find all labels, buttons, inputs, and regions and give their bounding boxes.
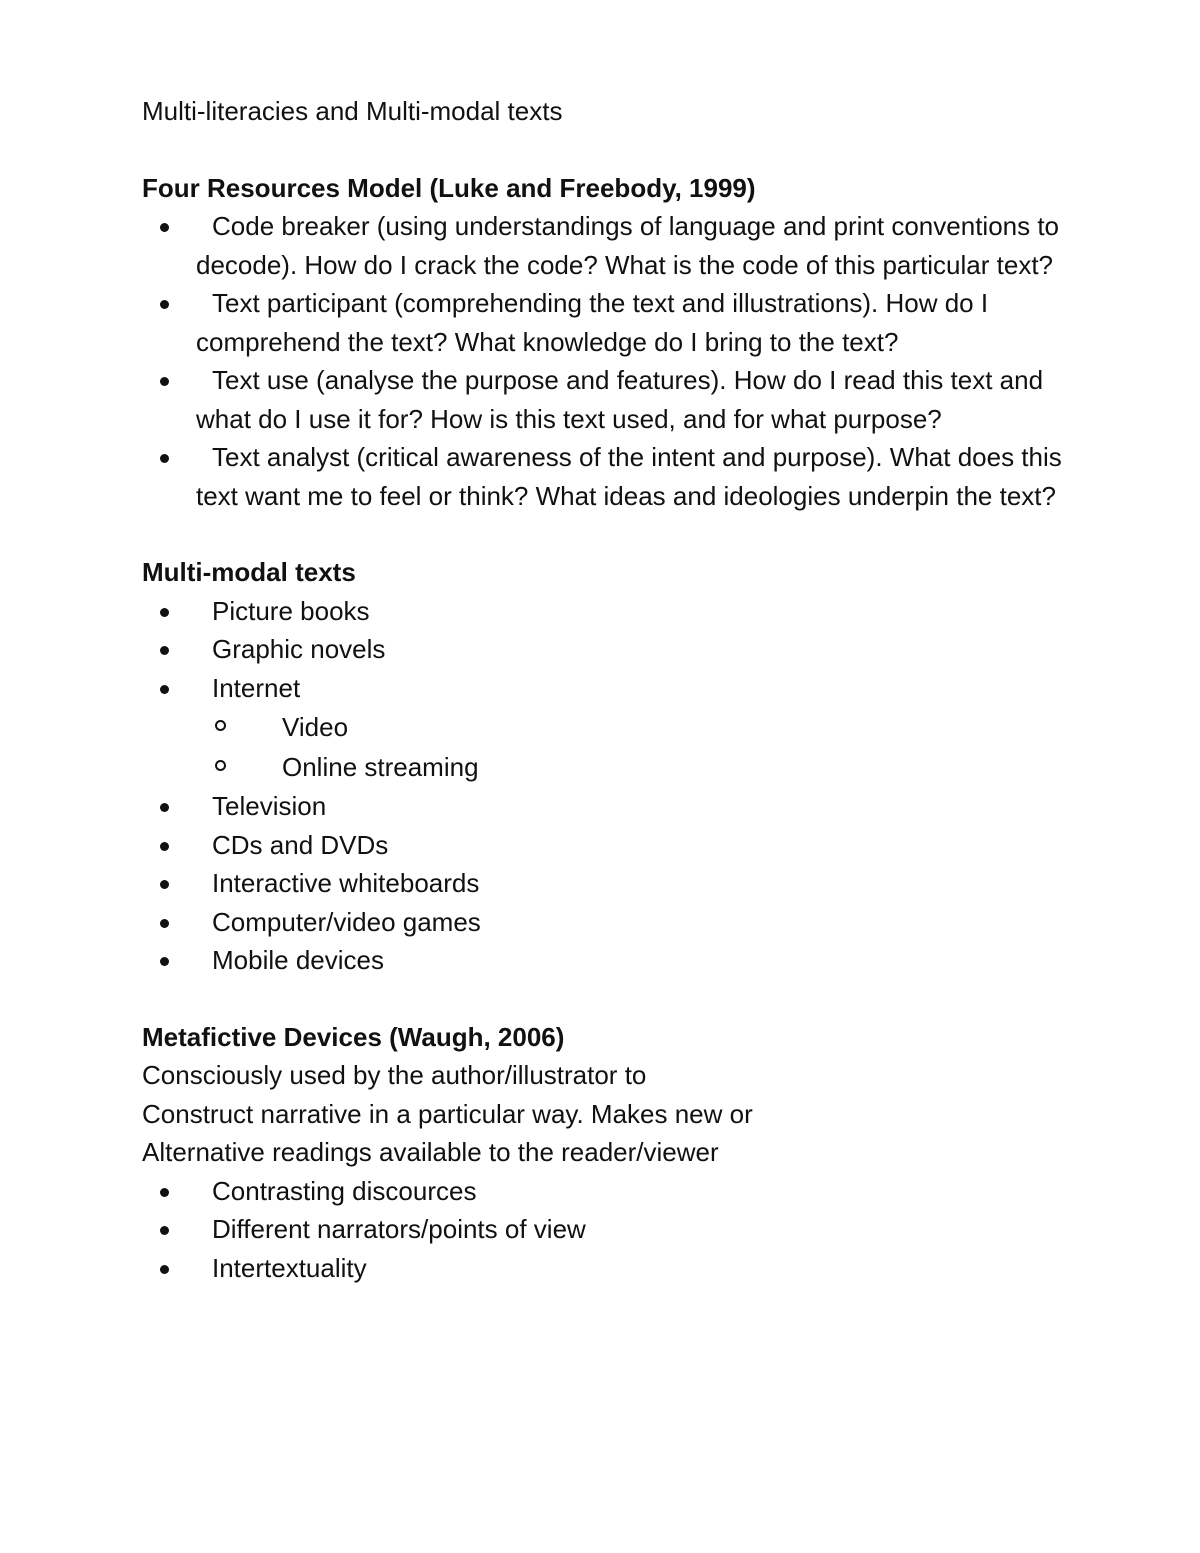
list-item <box>142 787 1102 826</box>
sub-list-item <box>212 707 1102 747</box>
list-item <box>142 1210 1102 1249</box>
four-resources-heading: Four Resources Model (Luke and Freebody, 1999) <box>142 172 756 203</box>
list-item-text: Text participant (comprehending the text and illustrations). How do I comprehend the text? What knowledge do I bring to the text? <box>196 288 989 357</box>
bullet-icon <box>160 803 169 812</box>
bullet-icon <box>160 842 169 851</box>
list-item <box>142 903 1102 942</box>
list-item <box>142 941 1102 980</box>
hollow-circle-bullet-icon <box>215 760 226 771</box>
list-item <box>142 1249 1102 1288</box>
bullet-icon <box>160 685 169 694</box>
list-item-text: Code breaker (using understandings of language and print conventions to decode). How do I crack the code? What is the code of this particular text? <box>196 211 1060 280</box>
list-item <box>142 361 1102 438</box>
bullet-icon <box>160 957 169 966</box>
document-body <box>142 92 1102 1325</box>
document-title: Multi-literacies and Multi-modal texts <box>142 96 563 126</box>
list-item <box>142 864 1102 903</box>
multimodal-list <box>142 592 1102 980</box>
bullet-icon <box>160 1226 169 1235</box>
bullet-icon <box>160 1265 169 1274</box>
metafictive-intro-line: Construct narrative in a particular way. Makes new or <box>142 1098 753 1129</box>
list-item-text: Interactive whiteboards <box>212 868 480 898</box>
internet-sublist <box>212 707 1102 787</box>
bullet-icon <box>160 646 169 655</box>
list-item <box>142 592 1102 631</box>
metafictive-section <box>142 1018 1102 1288</box>
list-item <box>142 669 1102 788</box>
list-item-text: Contrasting discources <box>212 1175 477 1206</box>
four-resources-section <box>142 169 1102 516</box>
metafictive-list <box>142 1172 1102 1288</box>
list-item <box>142 284 1102 361</box>
metafictive-heading: Metafictive Devices (Waugh, 2006) <box>142 1021 565 1052</box>
list-item <box>142 630 1102 669</box>
bullet-icon <box>160 223 169 232</box>
hollow-circle-bullet-icon <box>215 720 226 731</box>
list-item-text: Internet <box>212 672 301 703</box>
bullet-icon <box>160 300 169 309</box>
list-item-text: Television <box>212 791 327 821</box>
list-item-text: CDs and DVDs <box>212 829 389 860</box>
bullet-icon <box>160 919 169 928</box>
sub-list-item <box>212 747 1102 787</box>
sub-list-item-text: Video <box>282 712 349 742</box>
list-item-text: Graphic novels <box>212 634 386 664</box>
four-resources-list <box>142 207 1102 515</box>
multimodal-section <box>142 553 1102 980</box>
list-item <box>142 1172 1102 1211</box>
list-item-text: Mobile devices <box>212 945 384 975</box>
metafictive-intro-line: Consciously used by the author/illustrator to <box>142 1060 647 1090</box>
list-item-text: Different narrators/points of view <box>212 1214 586 1244</box>
bullet-icon <box>160 880 169 889</box>
metafictive-intro-line: Alternative readings available to the reader/viewer <box>142 1137 719 1167</box>
list-item-text: Computer/video games <box>212 906 481 937</box>
list-item <box>142 438 1102 515</box>
list-item-text: Intertextuality <box>212 1252 367 1283</box>
bullet-icon <box>160 608 169 617</box>
sub-list-item-text: Online streaming <box>282 752 479 782</box>
bullet-icon <box>160 454 169 463</box>
list-item-text: Text analyst (critical awareness of the intent and purpose). What does this text want me to feel or think? What ideas and ideologies underpin the text? <box>196 442 1062 511</box>
bullet-icon <box>160 1188 169 1197</box>
list-item <box>142 207 1102 284</box>
multimodal-heading: Multi-modal texts <box>142 557 356 587</box>
list-item-text: Picture books <box>212 595 370 626</box>
list-item <box>142 826 1102 865</box>
list-item-text: Text use (analyse the purpose and features). How do I read this text and what do I use it for? How is this text used, and for what purpose? <box>196 365 1044 434</box>
bullet-icon <box>160 377 169 386</box>
